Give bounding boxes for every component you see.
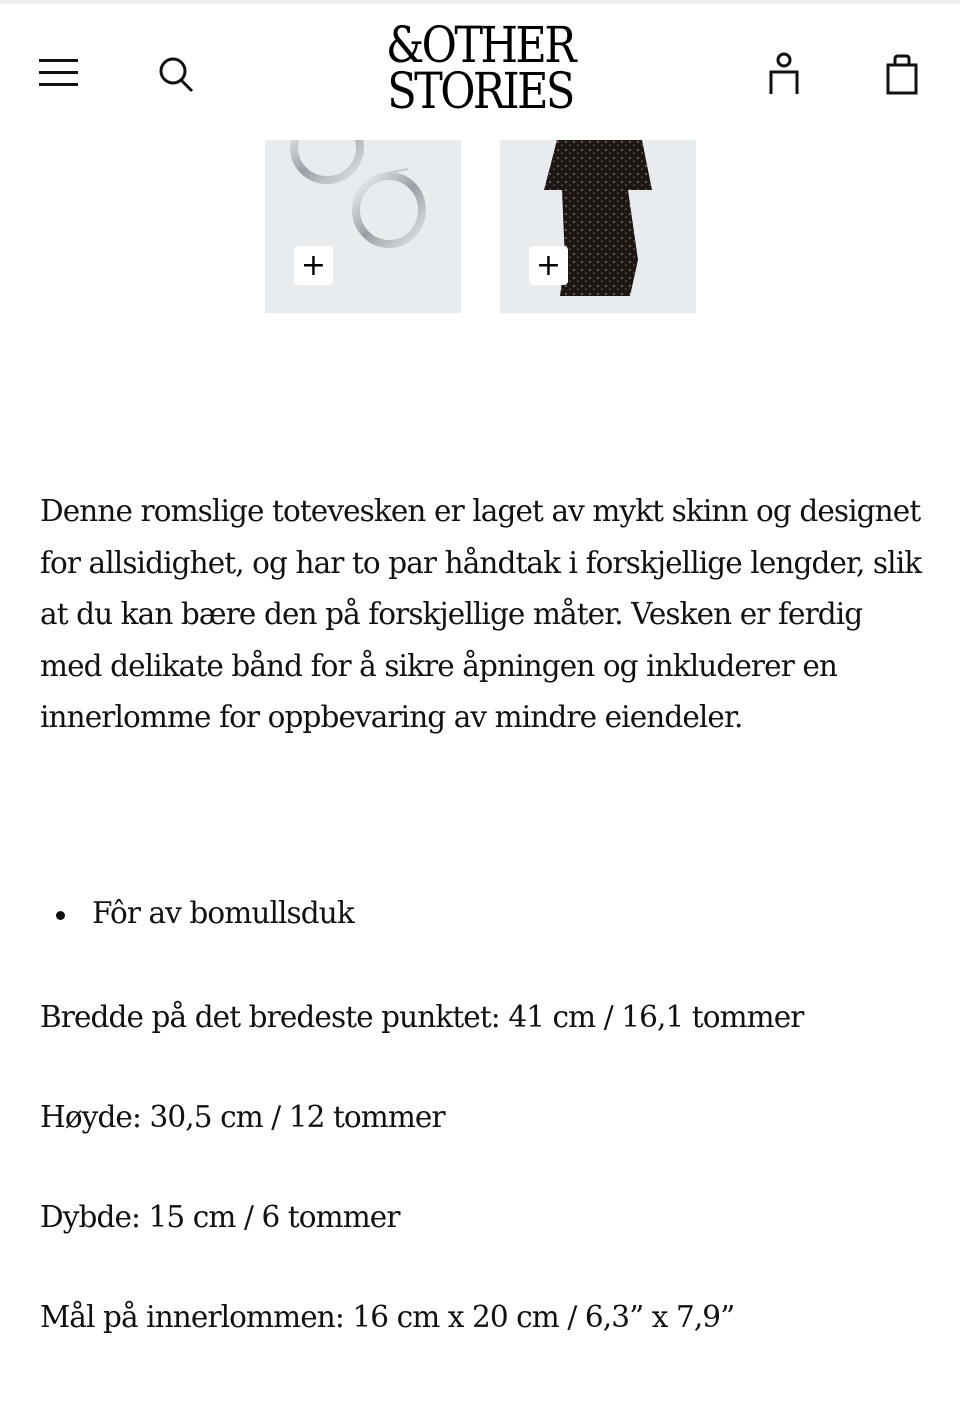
description-paragraph: Denne romslige totevesken er laget av mykt skinn og designet for allsidighet, og har to par håndtak i forskjellige lengder, slik at du kan bære den på forskjellige måter. Vesken er ferdig med delikate bånd for å sikre åpningen og inkluderer en innerlomme for oppbevaring av mindre eiendeler. [40, 494, 922, 734]
dress-product-image [500, 140, 696, 313]
product-card-earrings[interactable] [265, 140, 461, 313]
feature-list [40, 888, 354, 939]
logo-line-1: &OTHER [385, 16, 574, 74]
brand-logo[interactable] [0, 16, 960, 120]
recommended-products [0, 140, 960, 315]
add-to-bag-button[interactable]: + [529, 246, 568, 285]
feature-item [40, 888, 354, 939]
spec-height: Høyde: 30,5 cm / 12 tommer [40, 1100, 445, 1134]
spec-width: Bredde på det bredeste punktet: 41 cm / 16,1 tommer [40, 1000, 804, 1034]
product-card-dress[interactable] [500, 140, 696, 313]
add-to-bag-button[interactable]: + [294, 246, 333, 285]
logo-line-2: STORIES [387, 62, 573, 120]
feature-text: Fôr av bomullsduk [92, 896, 354, 930]
account-button[interactable] [764, 50, 804, 98]
spec-inner-pocket: Mål på innerlommen: 16 cm x 20 cm / 6,3” x 7,9” [40, 1300, 735, 1334]
shopping-bag-icon [882, 50, 922, 98]
product-description [40, 486, 930, 744]
spec-depth: Dybde: 15 cm / 6 tommer [40, 1200, 400, 1234]
bullet-icon [56, 911, 65, 920]
account-icon [764, 50, 804, 98]
earrings-product-image [265, 140, 461, 313]
site-header [0, 4, 960, 140]
shopping-bag-button[interactable] [882, 50, 922, 98]
